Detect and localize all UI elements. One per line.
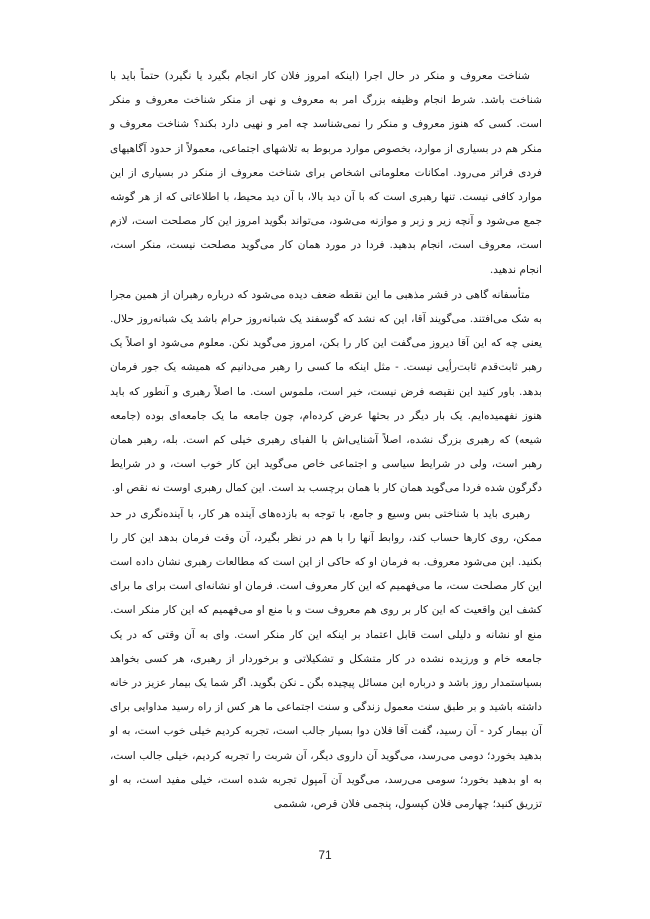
paragraph-1: شناخت معروف و منکر در حال اجرا (اینکه امروز فلان کار انجام بگیرد یا نگیرد) حتماً باید با شناخت باشد. شرط انجام وظیفه بزرگ امر به معروف و نهی از منکر شناخت معروف و منکر است. کسی که هنوز معروف و منکر را نمی‌شناسد چه امر و نهیی دارد بکند؟ شناخت معروف و منکر هم در بسیاری از موارد، بخصوص موارد مربوط به تلاشهای اجتماعی، معمولاً از حدود آگاهیهای فردی فراتر می‌رود. امکانات معلوماتی اشخاص برای شناخت معروف از منکر در بسیاری از این موارد کافی نیست. تنها رهبری است که با آن دید بالا، با آن دید محیط، با اطلاعاتی که از هر گوشه جمع می‌شود و آنچه زیر و زبر و موازنه می‌شود، می‌تواند بگوید امروز این کار مصلحت است، لازم است، معروف است، انجام بدهید. فردا در مورد همان کار می‌گوید مصلحت نیست، منکر است، انجام ندهید. [110, 70, 542, 276]
paragraph-3: رهبری باید با شناختی بس وسیع و جامع، با توجه به بازده‌های آینده هر کار، با آینده‌نگری در حد ممکن، روی کارها حساب کند، روابط آنها را با هم در نظر بگیرد، آن وقت فرمان بدهد این کار را بکنید. این می‌شود معروف. به فرمان او که حاکی از این است که مطالعات رهبری نشان داده است این کار مصلحت ست، ما می‌فهمیم که این کار معروف است. فرمان او نشانه‌ای است برای ما برای کشف این واقعیت که این کار بر روی هم معروف ست و با منع او می‌فهمیم که این کار منکر است. منع او نشانه و دلیلی است قابل اعتماد بر اینکه این کار منکر است. وای به آن وقتی که در یک جامعه خام و ورزیده نشده در کار متشکل و تشکیلاتی و برخوردار از رهبری، هر کسی بخواهد بسیاستمدار روز باشد و درباره این مسائل پیچیده بگن ـ نکن بگوید. اگر شما یک بیمار عزیز در خانه داشته باشید و بر طبق سنت معمول زندگی و سنت اجتماعی ما هر کس از راه رسید مداوایی برای آن بیمار کرد - آن رسید، گفت آقا فلان دوا بسیار جالب است، تجربه کردیم خیلی خوب است، به او بدهید بخورد؛ دومی می‌رسد، می‌گوید آن داروی دیگر، آن شربت را تجربه کردیم، خیلی جالب است، به او بدهید بخورد؛ سومی می‌رسد، می‌گوید آن آمپول تجربه شده است، خیلی مفید است، به او تزریق کنید؛ چهارمی فلان کپسول، پنجمی فلان قرص، ششمی [110, 507, 543, 811]
page-number: 71 [318, 848, 332, 862]
body-text [110, 64, 542, 816]
paragraph-2: متأسفانه گاهی در قشر مذهبی ما این نقطه ضعف دیده می‌شود که درباره رهبران از همین مجرا به شک می‌افتند. می‌گویند آقا، این که نشد که گوسفند یک شبانه‌روز حرام باشد یک شبانه‌روز حلال. یعنی چه که این آقا دیروز می‌گفت این کار را بکن، امروز می‌گوید نکن. معلوم می‌شود او اصلاً یک رهبر ثابت‌قدم ثابت‌رأیی نیست. - مثل اینکه ما کسی را رهبر می‌دانیم که همیشه یک جور فرمان بدهد. باور کنید این نقیصه فرض نیست، خیر است، ملموس است. ما اصلاً رهبری و آنطور که باید هنوز نفهمیده‌ایم. یک بار دیگر در بحثها عرض کرده‌ام، چون جامعه ما یک جامعه‌ای بوده (جامعه شیعه) که رهبری بزرگ نشده، اصلاً آشنایی‌اش با الفبای رهبری خیلی کم است. بله، رهبر همان رهبر است، ولی در شرایط سیاسی و اجتماعی خاص می‌گوید این کار خوب است، و در شرایط دگرگون شده فردا می‌گوید همان کار با همان برچسب بد است. این کمال رهبری اوست نه نقص او. [110, 288, 542, 495]
